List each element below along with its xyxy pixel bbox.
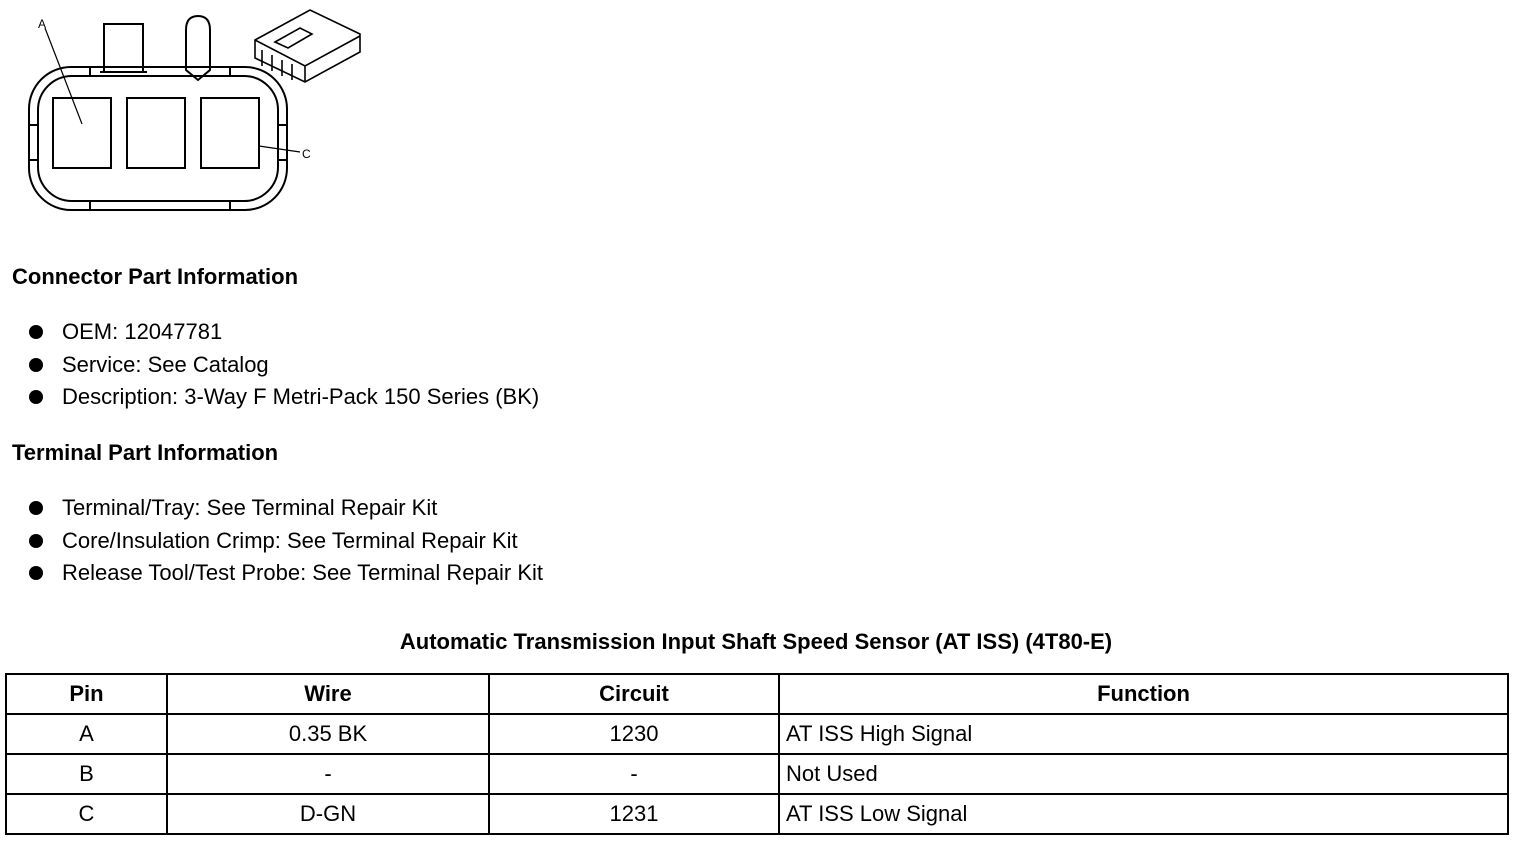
list-item: Description: 3-Way F Metri-Pack 150 Series (BK) <box>28 381 539 414</box>
bullet-icon <box>29 390 43 404</box>
cell-circuit: - <box>489 754 779 794</box>
cell-wire: D-GN <box>167 794 489 834</box>
bullet-icon <box>29 358 43 372</box>
cell-circuit: 1230 <box>489 714 779 754</box>
list-item: Terminal/Tray: See Terminal Repair Kit <box>28 492 543 525</box>
terminal-part-list <box>28 492 543 590</box>
header-function: Function <box>779 674 1508 714</box>
cell-wire: 0.35 BK <box>167 714 489 754</box>
header-circuit: Circuit <box>489 674 779 714</box>
cell-circuit: 1231 <box>489 794 779 834</box>
cell-pin: B <box>6 754 167 794</box>
callout-a: A <box>38 17 47 31</box>
connector-part-heading: Connector Part Information <box>12 264 299 289</box>
terminal-part-heading: Terminal Part Information <box>12 440 279 465</box>
list-item: Service: See Catalog <box>28 349 539 382</box>
callout-c: C <box>302 147 311 161</box>
cell-pin: A <box>6 714 167 754</box>
table-row <box>6 754 1508 794</box>
cell-function: AT ISS High Signal <box>779 714 1508 754</box>
table-caption: Automatic Transmission Input Shaft Speed Sensor (AT ISS) (4T80-E) <box>399 629 1113 654</box>
table-row <box>6 794 1508 834</box>
list-item: OEM: 12047781 <box>28 316 539 349</box>
table-header-row <box>6 674 1508 714</box>
cell-function: Not Used <box>779 754 1508 794</box>
cell-pin: C <box>6 794 167 834</box>
connector-face-diagram <box>0 0 380 230</box>
list-item: Release Tool/Test Probe: See Terminal Repair Kit <box>28 557 543 590</box>
list-item: Core/Insulation Crimp: See Terminal Repair Kit <box>28 525 543 558</box>
bullet-icon <box>29 534 43 548</box>
header-pin: Pin <box>6 674 167 714</box>
cell-function: AT ISS Low Signal <box>779 794 1508 834</box>
header-wire: Wire <box>167 674 489 714</box>
bullet-icon <box>29 566 43 580</box>
cell-wire: - <box>167 754 489 794</box>
table-row <box>6 714 1508 754</box>
bullet-icon <box>29 325 43 339</box>
bullet-icon <box>29 501 43 515</box>
pinout-table <box>5 673 1509 835</box>
connector-part-list <box>28 316 539 414</box>
